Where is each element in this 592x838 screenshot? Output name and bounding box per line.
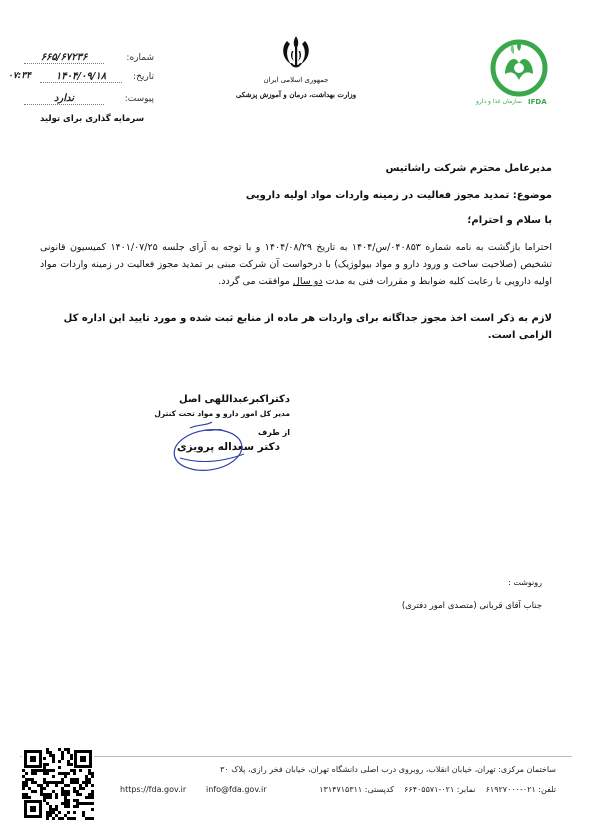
emblem-line-2: وزارت بهداشت، درمان و آموزش پزشکی: [235, 90, 357, 99]
recipient: مدیرعامل محترم شرکت راشاتیس: [385, 163, 552, 174]
footer-fax: نمابر: ۰۲۱-۶۶۴۰۵۵۷۱: [404, 785, 476, 794]
on-behalf-label: از طرف: [258, 428, 290, 437]
attachment-row: [24, 94, 154, 108]
footer-phone: تلفن: ۰۲۱-۶۱۹۲۷۰۰۰: [485, 785, 556, 794]
subject-label: موضوع:: [512, 190, 552, 201]
footer-address: ساختمان مرکزی: تهران، خیابان انقلاب، روبروی درب اصلی دانشگاه تهران، خیابان فخر رازی، پلاک ۳۰: [220, 765, 556, 774]
iran-emblem: [276, 33, 316, 73]
ifda-logo-icon: [486, 34, 552, 98]
date-label: تاریخ:: [133, 72, 154, 82]
cc-label: رونوشت :: [508, 578, 542, 587]
letter-time: ۰۷:۳۴: [8, 71, 31, 81]
footer-contacts: [319, 785, 556, 794]
footer-website[interactable]: https://fda.gov.ir: [120, 785, 187, 794]
subject-line: [246, 190, 552, 201]
body-paragraph-2: لازم به ذکر است اخذ مجوز جداگانه برای واردات هر ماده از منابع ثبت شده و مورد تایید این اداره کل الزامی است.: [63, 313, 552, 341]
letter-date: ۱۴۰۴/۰۹/۱۸: [40, 71, 122, 83]
signatory-name: دکتراکبرعبداللهی اصل: [179, 394, 290, 405]
footer-email[interactable]: info@fda.gov.ir: [206, 785, 267, 794]
ifda-logo-text: سازمان غذا و دارو: [476, 98, 522, 105]
body-end: موافقت می گردد.: [218, 276, 290, 287]
attachment-label: پیوست:: [124, 94, 154, 104]
qr-code: [22, 748, 94, 820]
emblem-icon: [276, 33, 316, 73]
signer-name: دکتر سعداله پرویزی: [177, 441, 280, 453]
attachment-value: ندارد: [24, 93, 104, 105]
footer-postal: کدپستی: ۱۳۱۴۷۱۵۳۱۱: [319, 785, 394, 794]
footer-divider: [20, 756, 572, 757]
qr-code-icon: [22, 748, 94, 820]
body-paragraph-1: [40, 239, 552, 290]
handwritten-signature: [160, 418, 270, 478]
duration: دو سال: [292, 276, 323, 287]
greeting: با سلام و احترام؛: [467, 215, 552, 226]
signatory-title: مدیر کل امور دارو و مواد تحت کنترل: [154, 409, 290, 418]
number-label: شماره:: [126, 53, 154, 63]
ifda-logo: [476, 34, 552, 112]
category-note: سرمایه گذاری برای تولید: [40, 114, 145, 124]
emblem-line-1: جمهوری اسلامی ایران: [263, 76, 329, 84]
cc-item: جناب آقای قربانی (متصدی امور دفتری): [401, 601, 542, 611]
ifda-abbr: IFDA: [528, 98, 547, 106]
body-text: احتراما بازگشت به نامه شماره ۰۴۰۸۵۳/س/۱۴۰۴ به تاریخ ۱۴۰۴/۰۸/۲۹ و با توجه به آرای جلسه ۱۴۰۱/۰۷/۲۵ کمیسیون قانونی تشخیص (صلاحیت ساخت و ورود دارو و مواد بیولوژیک) با درخواست آن شرکت مبنی بر تمدید مجوز فعالیت در زمینه واردات مواد اولیه دارویی با رعایت کلیه ضوابط و مقررات فنی به مدت: [40, 242, 552, 287]
date-row: [8, 72, 154, 86]
number-row: [24, 53, 154, 67]
subject-text: تمدید مجوز فعالیت در زمینه واردات مواد اولیه دارویی: [245, 190, 510, 201]
letter-number: ۶۶۵/۶۷۲۳۶: [24, 52, 104, 64]
